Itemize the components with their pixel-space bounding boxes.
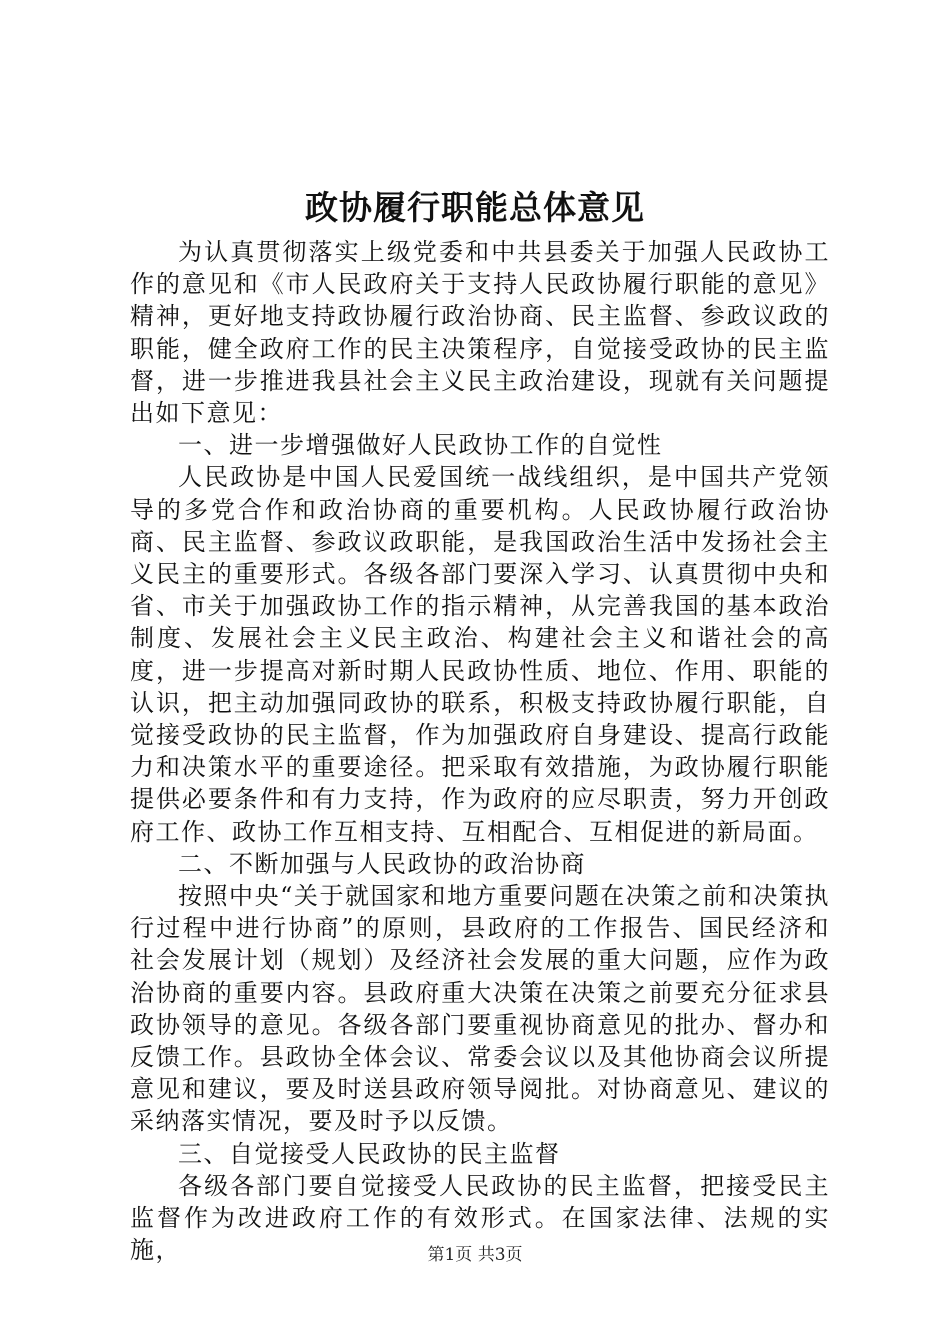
section-heading-2: 二、不断加强与人民政协的政治协商: [178, 849, 586, 878]
section-paragraph-3: 各级各部门要自觉接受人民政协的民主监督，把接受民主监督作为改进政府工作的有效形式。在国家法律、法规的实施，: [130, 1171, 830, 1265]
page-indicator: 第1页 共3页: [427, 1245, 523, 1265]
section-paragraph-1: 人民政协是中国人民爱国统一战线组织，是中国共产党领导的多党合作和政治协商的重要机构。人民政协履行政治协商、民主监督、参政议政职能，是我国政治生活中发扬社会主义民主的重要形式。各级各部门要深入学习、认真贯彻中央和省、市关于加强政协工作的指示精神，从完善我国的基本政治制度、发展社会主义民主政治、构建社会主义和谐社会的高度，进一步提高对新时期人民政协性质、地位、作用、职能的认识，把主动加强同政协的联系，积极支持政协履行职能，自觉接受政协的民主监督，作为加强政府自身建设、提高行政能力和决策水平的重要途径。把采取有效措施，为政协履行职能提供必要条件和有力支持，作为政府的应尽职责，努力开创政府工作、政协工作互相支持、互相配合、互相促进的新局面。: [130, 463, 830, 846]
section-paragraph-2: 按照中央“关于就国家和地方重要问题在决策之前和决策执行过程中进行协商”的原则，县政府的工作报告、国民经济和社会发展计划（规划）及经济社会发展的重大问题，应作为政治协商的重要内容。县政府重大决策在决策之前要充分征求县政协领导的意见。各级各部门要重视协商意见的批办、督办和反馈工作。县政协全体会议、常委会议以及其他协商会议所提意见和建议，要及时送县政府领导阅批。对协商意见、建议的采纳落实情况，要及时予以反馈。: [130, 882, 830, 1136]
document-body: [130, 236, 830, 1267]
section-heading-3: 三、自觉接受人民政协的民主监督: [178, 1139, 561, 1168]
section-heading-1: 一、进一步增强做好人民政协工作的自觉性: [178, 431, 663, 460]
intro-paragraph: 为认真贯彻落实上级党委和中共县委关于加强人民政协工作的意见和《市人民政府关于支持人民政协履行职能的意见》精神，更好地支持政协履行政治协商、民主监督、参政议政的职能，健全政府工作的民主决策程序，自觉接受政协的民主监督，进一步推进我县社会主义民主政治建设，现就有关问题提出如下意见：: [130, 238, 830, 428]
document-title: 政协履行职能总体意见: [305, 188, 645, 227]
